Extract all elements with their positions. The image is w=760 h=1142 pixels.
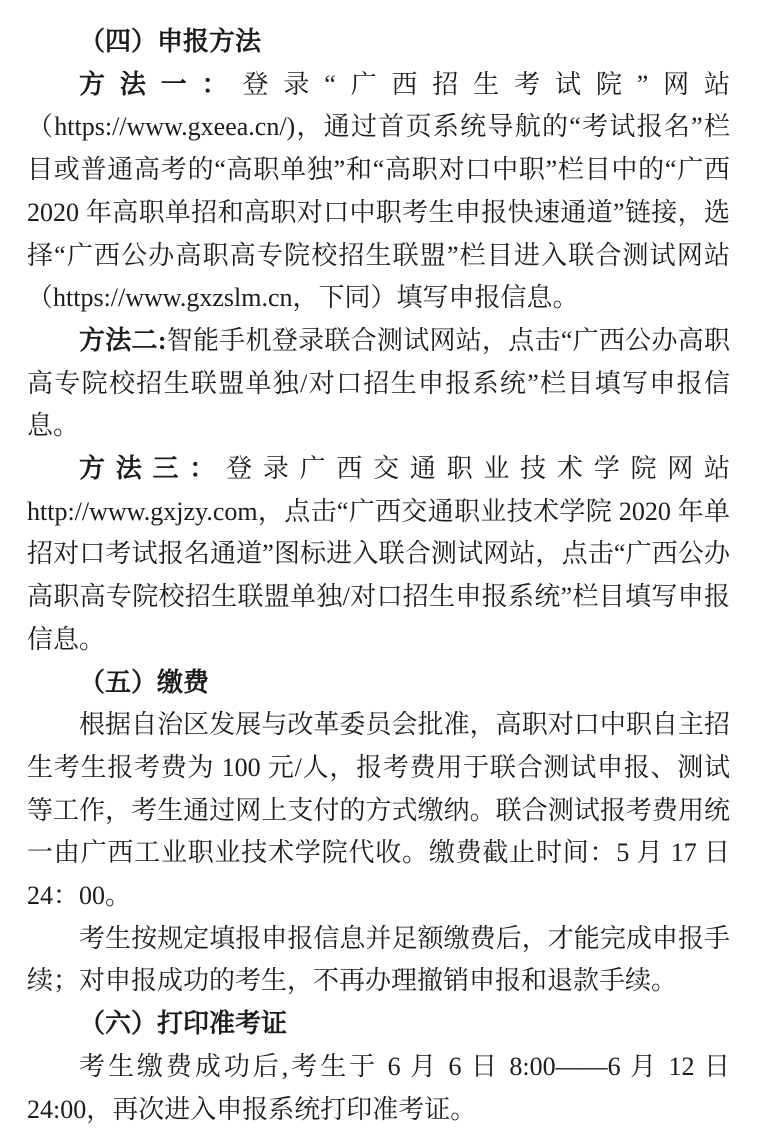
paragraph-print-ticket xyxy=(27,1046,730,1131)
paragraph-text: 考生缴费成功后,考生于 6 月 6 日 8:00——6 月 12 日 24:00，再次进入申报系统打印准考证。 xyxy=(27,1051,730,1124)
paragraph-lead: 方法一： xyxy=(79,69,243,99)
paragraph-text: 考生按规定填报申报信息并足额缴费后，才能完成申报手续；对申报成功的考生，不再办理撤销申报和退款手续。 xyxy=(27,923,730,996)
paragraph-text: 登录广西交通职业技术学院网站 http://www.gxjzy.com，点击“广西交通职业技术学院 2020 年单招对口考试报名通道”图标进入联合测试网站，点击“广西公办高职高专院校招生联盟单独/对口招生申报系统”栏目填写申报信息。 xyxy=(27,454,730,654)
paragraph-method-3 xyxy=(27,448,730,662)
paragraph-text: 智能手机登录联合测试网站，点击“广西公办高职高专院校招生联盟单独/对口招生申报系统”栏目填写申报信息。 xyxy=(27,325,730,441)
paragraph-text: 根据自治区发展与改革委员会批准，高职对口中职自主招生考生报考费为 100 元/人，报考费用于联合测试申报、测试等工作，考生通过网上支付的方式缴纳。联合测试报考费用统一由广西工业职业技术学院代收。缴费截止时间：5 月 17 日 24：00。 xyxy=(27,710,730,911)
paragraph-method-1 xyxy=(27,64,730,320)
paragraph-lead: 方法三： xyxy=(79,454,227,484)
section-heading-payment: （五）缴费 xyxy=(79,667,210,697)
section-heading-print-admission-ticket: （六）打印准考证 xyxy=(79,1009,288,1039)
paragraph-lead: 方法二: xyxy=(79,325,167,355)
paragraph-payment-rules xyxy=(27,918,730,1003)
paragraph-method-2 xyxy=(27,320,730,448)
paragraph-text: 登录“广西招生考试院”网站（https://www.gxeea.cn/)，通过首页系统导航的“考试报名”栏目或普通高考的“高职单独”和“高职对口中职”栏目中的“广西 2020 年高职单招和高职对口中职考生申报快速通道”链接，选择“广西公办高职高专院校招生联盟”栏目进入联合测试网站（https://www.gxzslm.cn，下同）填写申报信息。 xyxy=(27,69,730,313)
paragraph-payment-details xyxy=(27,704,730,918)
section-heading-application-method: （四）申报方法 xyxy=(79,27,262,56)
